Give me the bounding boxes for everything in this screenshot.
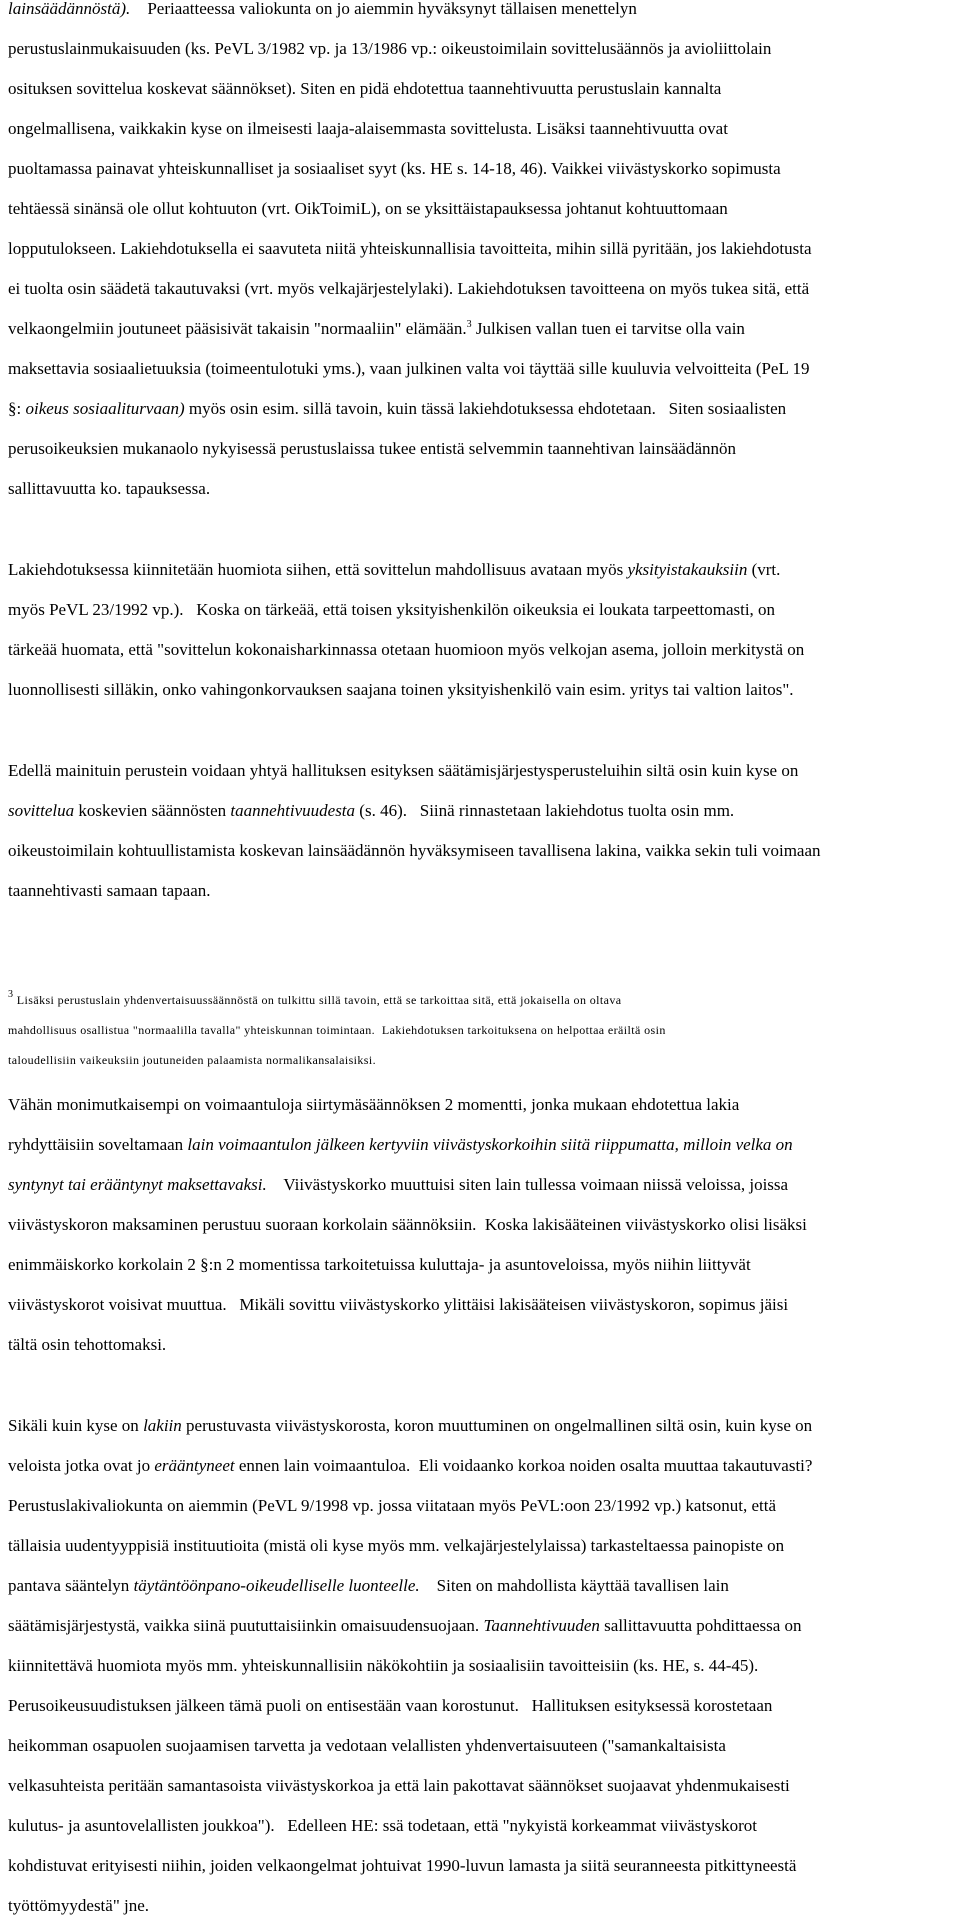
footnote-reference[interactable]: 3 <box>466 319 472 330</box>
text-line <box>8 1566 953 1606</box>
text-line: kohdistuvat erityisesti niihin, joiden velkaongelmat johtuivat 1990-luvun lamasta ja siitä seuranneesta pitkittyneestä <box>8 1856 797 1875</box>
text-line: oikeustoimilain kohtuullistamista koskevan lainsäädännön hyväksymiseen tavallisena lakina, vaikka sekin tuli voimaan <box>8 841 821 860</box>
text-line: tehtäessä sinänsä ole ollut kohtuuton (vrt. OikToimiL), on se yksittäistapauksessa johtanut kohtuuttomaan <box>8 199 728 218</box>
paragraph-guarantees <box>8 550 953 710</box>
italic-text: sovittelua <box>8 801 75 820</box>
text-line: taannehtivasti samaan tapaan. <box>8 881 211 900</box>
text-span: myös osin esim. sillä tavoin, kuin tässä lakiehdotuksessa ehdotetaan. Siten sosiaalisten <box>184 399 787 418</box>
text-span: perustuvasta viivästyskorosta, koron muuttuminen on ongelmallinen siltä osin, kuin kyse on <box>181 1416 813 1435</box>
text-span: Siten on mahdollista käyttää tavallisen lain <box>419 1576 729 1595</box>
text-span: Julkisen vallan tuen ei tarvitse olla vain <box>471 319 745 338</box>
text-line: maksettavia sosiaalietuuksia (toimeentulotuki yms.), vaan julkinen valta voi täyttää sille kuuluvia velvoitteita (PeL 19 <box>8 359 810 378</box>
text-span: pantava sääntelyn <box>8 1576 134 1595</box>
text-line <box>8 985 953 1015</box>
italic-text: täytäntöönpano-oikeudelliselle luonteelle. <box>133 1576 420 1595</box>
italic-text: taannehtivuudesta <box>230 801 356 820</box>
text-line: enimmäiskorko korkolain 2 §:n 2 momentissa tarkoitetuissa kuluttaja- ja asuntoveloissa, myös niihin liittyvät <box>8 1255 751 1274</box>
text-span: velkaongelmiin joutuneet pääsisivät takaisin "normaaliin" elämään. <box>8 319 467 338</box>
text-span: Sikäli kuin kyse on <box>8 1416 144 1435</box>
italic-text: lainsäädännöstä). <box>8 0 131 18</box>
text-line <box>8 1406 953 1446</box>
text-span: ryhdyttäisiin soveltamaan <box>8 1135 188 1154</box>
text-span: §: <box>8 399 26 418</box>
italic-text: erääntyneet <box>154 1456 235 1475</box>
text-span: sallittavuutta pohdittaessa on <box>599 1616 802 1635</box>
text-span: Lakiehdotuksessa kiinnitetään huomiota siihen, että sovittelun mahdollisuus avataan myös <box>8 560 628 579</box>
text-line: viivästyskoron maksaminen perustuu suoraan korkolain säännöksiin. Koska lakisääteinen viivästyskorko olisi lisäksi <box>8 1215 807 1234</box>
italic-text: Taannehtivuuden <box>483 1616 600 1635</box>
text-span: veloista jotka ovat jo <box>8 1456 155 1475</box>
text-line: tältä osin tehottomaksi. <box>8 1335 167 1354</box>
text-line: tärkeää huomata, että "sovittelun kokonaisharkinnassa otetaan huomioon myös velkojan asema, jolloin merkitystä on <box>8 640 805 659</box>
text-line: osituksen sovittelua koskevat säännökset). Siten en pidä ehdotettua taannehtivuutta perustuslain kannalta <box>8 79 722 98</box>
text-span: Periaatteessa valiokunta on jo aiemmin hyväksynyt tällaisen menettelyn <box>130 0 637 18</box>
text-line <box>8 1446 953 1486</box>
text-line: Perustuslakivaliokunta on aiemmin (PeVL 9/1998 vp. jossa viitataan myös PeVL:oon 23/1992 vp.) katsonut, että <box>8 1496 777 1515</box>
text-line <box>8 1606 953 1646</box>
text-line <box>8 550 953 590</box>
text-line: velkasuhteista peritään samantasoista viivästyskorkoa ja että lain pakottavat säännökset suojaavat yhdenmukaisesti <box>8 1776 790 1795</box>
text-span: (vrt. <box>747 560 781 579</box>
text-line: tällaisia uudentyyppisiä instituutioita (mistä oli kyse myös mm. velkajärjestelylaissa) tarkasteltaessa painopiste on <box>8 1536 785 1555</box>
text-span: Lisäksi perustuslain yhdenvertaisuussäännöstä on tulkittu sillä tavoin, että se tarkoittaa sitä, että jokaisella on oltava <box>13 993 622 1007</box>
text-span: Viivästyskorko muuttuisi siten lain tullessa voimaan niissä veloissa, joissa <box>266 1175 789 1194</box>
document-page <box>8 0 953 1926</box>
text-line <box>8 389 953 429</box>
text-line: heikomman osapuolen suojaamisen tarvetta ja vedotaan velallisten yhdenvertaisuuteen ("samankaltaisista <box>8 1736 726 1755</box>
footnote-mark: 3 <box>8 989 14 1000</box>
text-line: kiinnitettävä huomiota myös mm. yhteiskunnallisiin näkökohtiin ja sosiaalisiin tavoitteisiin (ks. HE, s. 44-45). <box>8 1656 759 1675</box>
paragraph-retroactivity <box>8 0 953 509</box>
text-line <box>8 0 953 29</box>
text-line <box>8 1165 953 1205</box>
italic-text: oikeus sosiaaliturvaan) <box>25 399 185 418</box>
text-line: kulutus- ja asuntovelallisten joukkoa"). Edelleen HE: ssä todetaan, että "nykyistä korkeammat viivästyskorot <box>8 1816 757 1835</box>
text-line: perusoikeuksien mukanaolo nykyisessä perustuslaissa tukee entistä selvemmin taannehtivan lainsäädännön <box>8 439 736 458</box>
text-line: mahdollisuus osallistua "normaalilla tavalla" yhteiskunnan toimintaan. Lakiehdotuksen tarkoituksena on helpottaa eräiltä osin <box>8 1023 666 1037</box>
text-span: ennen lain voimaantuloa. Eli voidaanko korkoa noiden osalta muuttaa takautuvasti? <box>234 1456 813 1475</box>
text-line <box>8 1125 953 1165</box>
text-line: ei tuolta osin säädetä takautuvaksi (vrt. myös velkajärjestelylaki). Lakiehdotuksen tavoitteena on myös tukea sitä, että <box>8 279 810 298</box>
footnote <box>8 985 953 1075</box>
text-line: lopputulokseen. Lakiehdotuksella ei saavuteta niitä yhteiskunnallisia tavoitteita, mihin sillä pyritään, jos lakiehdotusta <box>8 239 812 258</box>
text-line: Edellä mainituin perustein voidaan yhtyä hallituksen esityksen säätämisjärjestysperusteluihin siltä osin kuin kyse on <box>8 761 799 780</box>
paragraph-transition-provision <box>8 1085 953 1365</box>
text-line: taloudellisiin vaikeuksiin joutuneiden palaamista normalikansalaisiksi. <box>8 1053 376 1067</box>
text-line <box>8 309 953 349</box>
italic-text: lain voimaantulon jälkeen kertyviin viivästyskorkoihin siitä riippumatta, milloin velka on <box>187 1135 793 1154</box>
text-span: säätämisjärjestystä, vaikka siinä puututtaisiinkin omaisuudensuojaan. <box>8 1616 484 1635</box>
footnote-divider <box>8 951 953 952</box>
text-line: Perusoikeusuudistuksen jälkeen tämä puoli on entisestään vaan korostunut. Hallituksen esityksessä korostetaan <box>8 1696 773 1715</box>
text-span: koskevien säännösten <box>74 801 231 820</box>
italic-text: yksityistakauksiin <box>627 560 748 579</box>
text-line: viivästyskorot voisivat muuttua. Mikäli sovittu viivästyskorko ylittäisi lakisääteisen viivästyskoron, sopimus jäisi <box>8 1295 789 1314</box>
text-line: myös PeVL 23/1992 vp.). Koska on tärkeää, että toisen yksityishenkilön oikeuksia ei loukata tarpeettomasti, on <box>8 600 776 619</box>
text-line: työttömyydestä" jne. <box>8 1896 150 1915</box>
paragraph-conclusion <box>8 751 953 911</box>
text-line <box>8 791 953 831</box>
paragraph-statutory-interest <box>8 1406 953 1926</box>
text-line: perustuslainmukaisuuden (ks. PeVL 3/1982 vp. ja 13/1986 vp.: oikeustoimilain sovittelusäännös ja avioliittolain <box>8 39 772 58</box>
italic-text: lakiin <box>143 1416 182 1435</box>
text-line: luonnollisesti silläkin, onko vahingonkorvauksen saajana toinen yksityishenkilö vain esim. yritys tai valtion laitos". <box>8 680 794 699</box>
text-line: Vähän monimutkaisempi on voimaantuloja siirtymäsäännöksen 2 momentti, jonka mukaan ehdotettua lakia <box>8 1095 740 1114</box>
text-line: ongelmallisena, vaikkakin kyse on ilmeisesti laaja-alaisemmasta sovittelusta. Lisäksi taannehtivuutta ovat <box>8 119 728 138</box>
italic-text: syntynyt tai erääntynyt maksettavaksi. <box>8 1175 267 1194</box>
text-line: puoltamassa painavat yhteiskunnalliset ja sosiaaliset syyt (ks. HE s. 14-18, 46). Vaikkei viivästyskorko sopimusta <box>8 159 781 178</box>
text-line: sallittavuutta ko. tapauksessa. <box>8 479 211 498</box>
text-span: (s. 46). Siinä rinnastetaan lakiehdotus tuolta osin mm. <box>355 801 735 820</box>
